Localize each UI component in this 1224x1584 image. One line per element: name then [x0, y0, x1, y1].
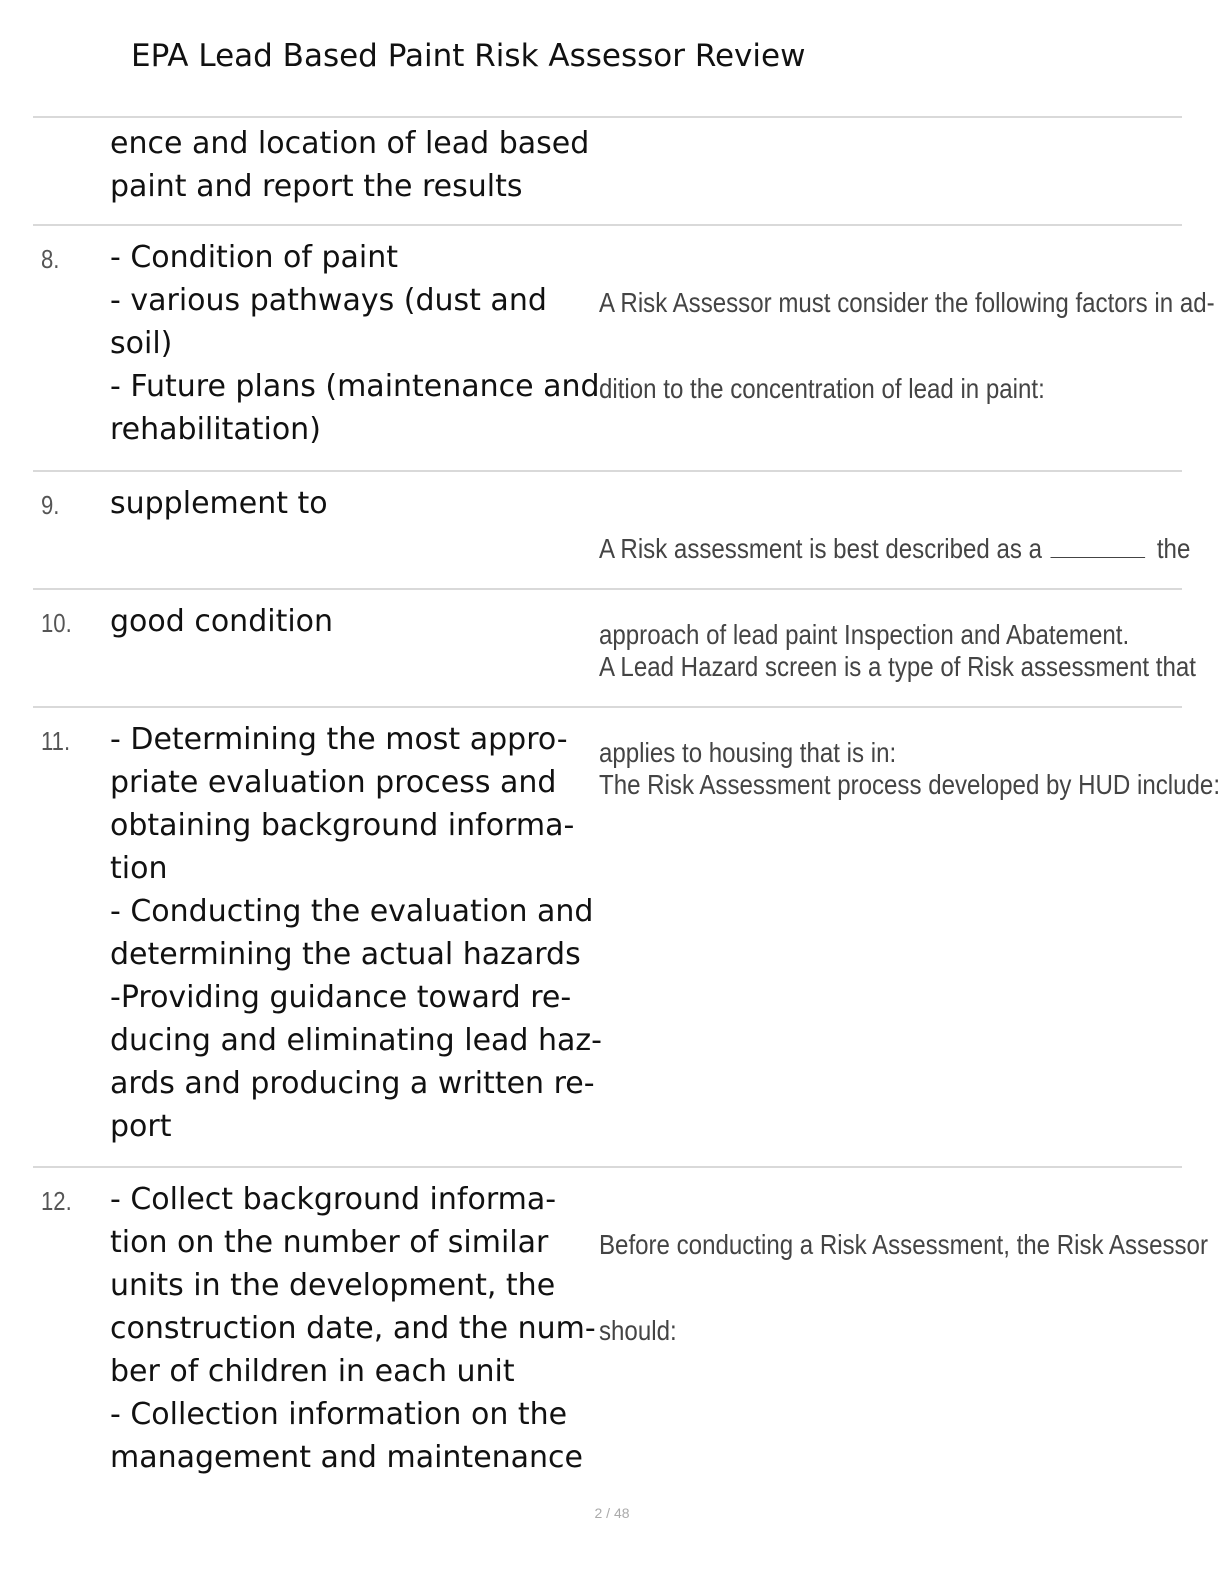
flashcard-list [33, 116, 1221, 1506]
card-definition [599, 238, 1215, 453]
card-definition [599, 720, 1221, 849]
card-number: 9. [41, 490, 60, 520]
definition-text: A Risk assessment is best described as a [599, 533, 1043, 564]
flashcard-8 [33, 224, 1215, 470]
definition-line: dition to the concentration of lead in paint: [599, 373, 1045, 404]
definition-line: applies to housing that is in: [599, 737, 897, 768]
definition-line: A Lead Hazard screen is a type of Risk assessment that [599, 651, 1196, 682]
definition-line: Before conducting a Risk Assessment, the Risk Assessor [599, 1229, 1208, 1260]
flashcard-12 [33, 1166, 1208, 1506]
card-number: 12. [41, 1186, 72, 1216]
card-term: - Collect background informa- tion on the number of similar units in the development, the construction date, and the num- ber of children in each unit - Collection information on the management and maintenance [110, 1182, 596, 1475]
fill-in-blank [1050, 531, 1145, 558]
page-number: 2 / 48 [594, 1505, 630, 1521]
definition-line: The Risk Assessment process developed by HUD include: [599, 769, 1221, 800]
card-number: 8. [41, 244, 60, 274]
page-title: EPA Lead Based Paint Risk Assessor Review [131, 38, 806, 74]
definition-line: A Risk Assessor must consider the following factors in ad- [599, 287, 1215, 318]
definition-line-with-blank [599, 527, 1191, 570]
card-number: 10. [41, 608, 72, 638]
definition-line: should: [599, 1315, 677, 1346]
flashcard-11 [33, 706, 1221, 1166]
card-term: - Condition of paint - various pathways (dust and soil) - Future plans (maintenance and rehabilitation) [110, 240, 600, 447]
definition-line: approach of lead paint Inspection and Abatement. [599, 619, 1130, 650]
card-term: ence and location of lead based paint and report the results [110, 126, 590, 204]
card-term: good condition [110, 604, 334, 639]
flashcard-continued [33, 116, 1182, 224]
card-term: - Determining the most appro- priate evaluation process and obtaining background informa- tion - Conducting the evaluation and determining the actual hazards -Providing guidance toward re- ducing and eliminating lead haz- ards and producing a written re- port [110, 722, 602, 1144]
card-definition [599, 1180, 1208, 1395]
card-term: supplement to [110, 486, 328, 521]
card-number: 11. [41, 726, 71, 756]
definition-text: the [1156, 533, 1191, 564]
